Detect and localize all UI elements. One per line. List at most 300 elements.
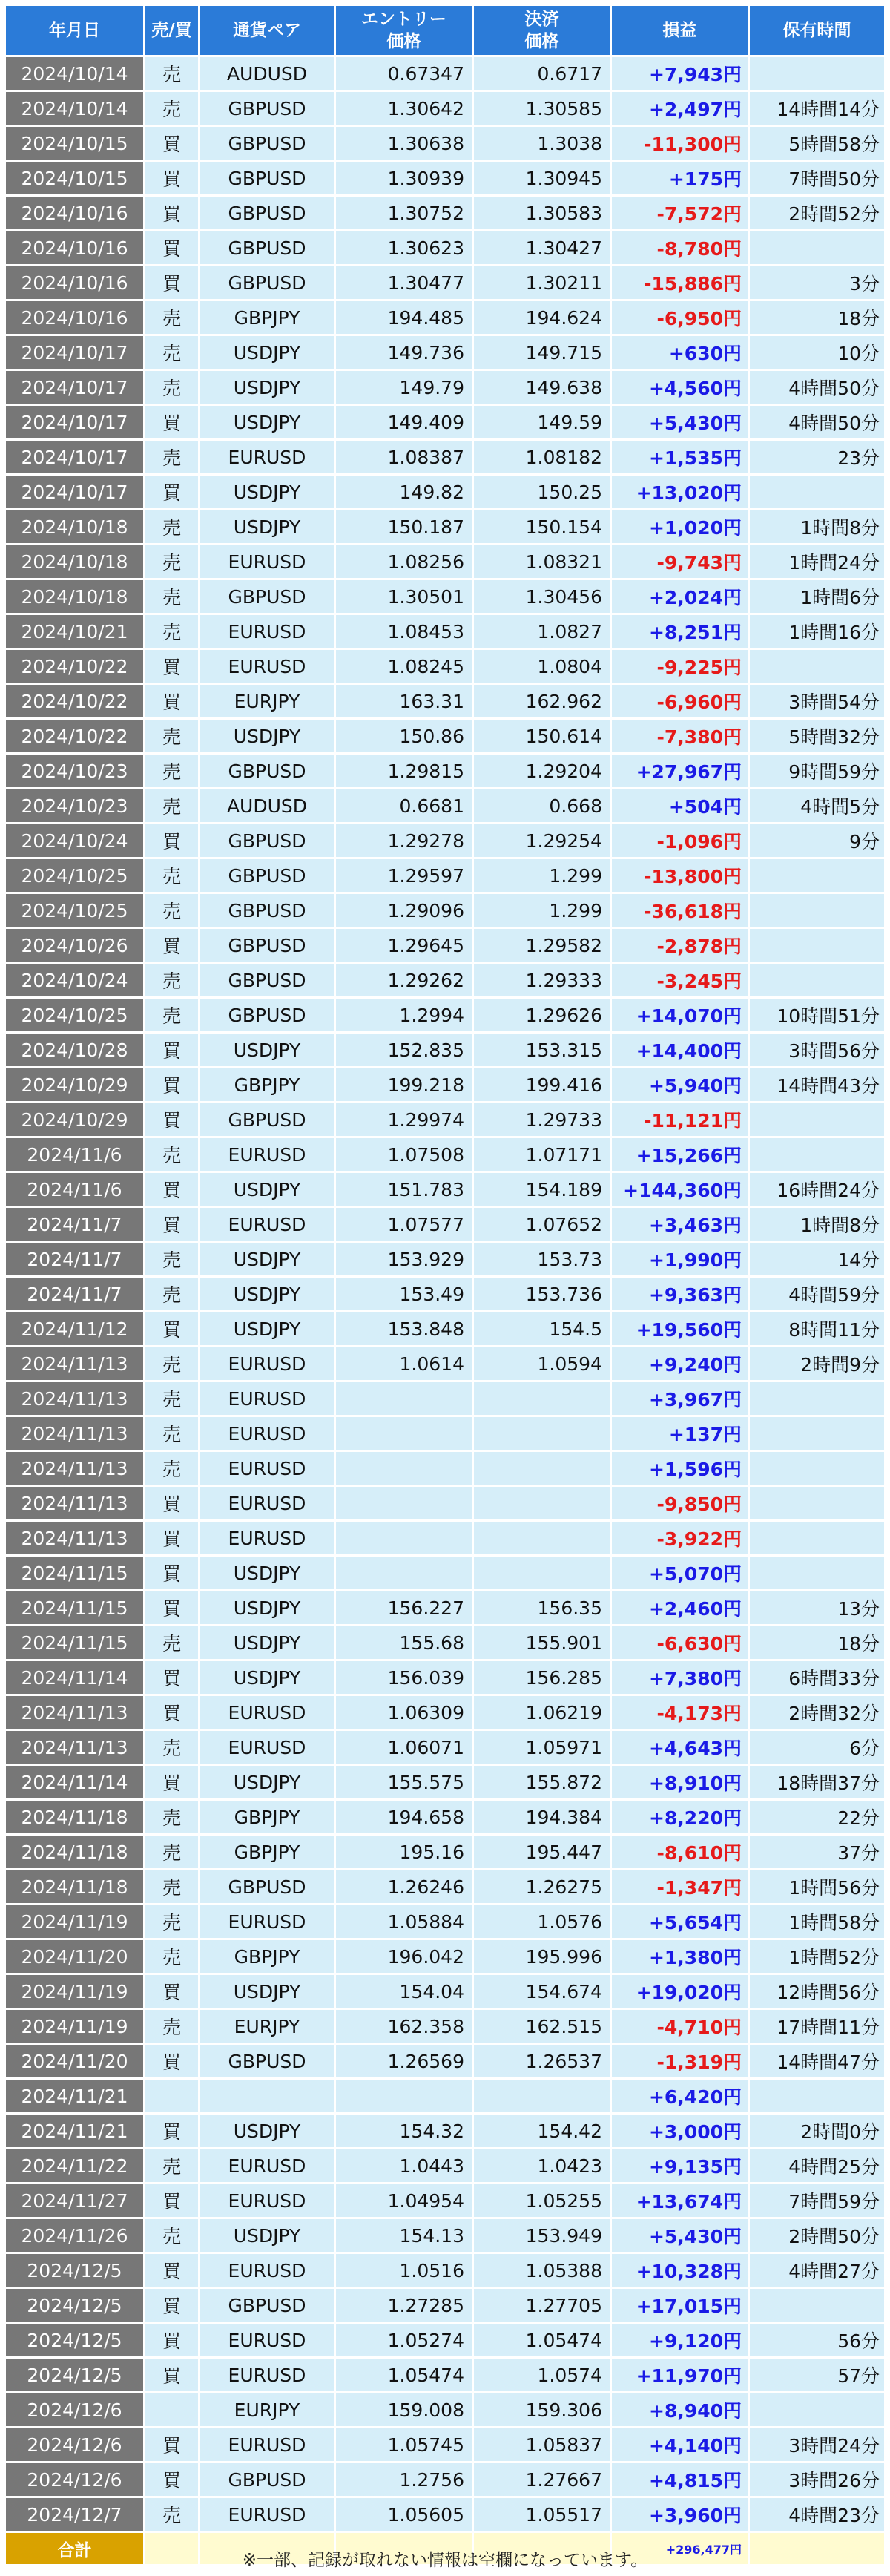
cell-hold-time: 12時間56分 xyxy=(750,1975,884,2008)
table-row xyxy=(6,1940,884,1973)
cell-exit-price: 149.59 xyxy=(474,406,610,438)
cell-side: 売 xyxy=(145,510,198,543)
table-row xyxy=(6,406,884,438)
cell-hold-time xyxy=(750,929,884,962)
cell-date: 2024/11/13 xyxy=(6,1487,143,1519)
cell-pnl: +2,497円 xyxy=(612,92,748,125)
cell-side xyxy=(145,2393,198,2426)
cell-pnl: -36,618円 xyxy=(612,894,748,927)
cell-side: 買 xyxy=(145,1034,198,1066)
cell-exit-price: 1.05255 xyxy=(474,2184,610,2217)
cell-hold-time: 14分 xyxy=(750,1243,884,1275)
cell-side: 買 xyxy=(145,266,198,299)
cell-exit-price: 153.736 xyxy=(474,1278,610,1310)
cell-pair: USDJPY xyxy=(200,1766,334,1798)
cell-pair: AUDUSD xyxy=(200,57,334,90)
cell-exit-price: 1.08321 xyxy=(474,545,610,578)
cell-pair: USDJPY xyxy=(200,336,334,369)
cell-pair: EURUSD xyxy=(200,1208,334,1241)
cell-hold-time xyxy=(750,1417,884,1450)
table-row xyxy=(6,127,884,160)
cell-hold-time xyxy=(750,2080,884,2112)
table-row xyxy=(6,476,884,508)
cell-pnl: +4,643円 xyxy=(612,1731,748,1764)
cell-pair: EURUSD xyxy=(200,1487,334,1519)
cell-exit-price: 195.996 xyxy=(474,1940,610,1973)
table-row xyxy=(6,231,884,264)
cell-entry-price: 1.30939 xyxy=(336,162,472,194)
cell-date: 2024/10/17 xyxy=(6,441,143,473)
cell-exit-price: 1.0804 xyxy=(474,650,610,683)
cell-date: 2024/10/17 xyxy=(6,336,143,369)
cell-pnl: +15,266円 xyxy=(612,1138,748,1171)
cell-side: 買 xyxy=(145,1068,198,1101)
cell-date: 2024/12/5 xyxy=(6,2289,143,2322)
cell-side: 売 xyxy=(145,580,198,613)
cell-pnl: +9,240円 xyxy=(612,1347,748,1380)
table-row xyxy=(6,859,884,892)
cell-pair: GBPUSD xyxy=(200,2463,334,2496)
cell-side: 売 xyxy=(145,789,198,822)
cell-pnl: +2,460円 xyxy=(612,1591,748,1624)
table-row xyxy=(6,1557,884,1589)
table-row xyxy=(6,929,884,962)
cell-hold-time: 10分 xyxy=(750,336,884,369)
cell-hold-time xyxy=(750,476,884,508)
cell-pnl: +14,070円 xyxy=(612,999,748,1031)
cell-entry-price: 1.30752 xyxy=(336,197,472,229)
cell-entry-price: 1.04954 xyxy=(336,2184,472,2217)
cell-pnl: -2,878円 xyxy=(612,929,748,962)
cell-date: 2024/10/23 xyxy=(6,789,143,822)
cell-exit-price: 159.306 xyxy=(474,2393,610,2426)
cell-hold-time: 4時間25分 xyxy=(750,2149,884,2182)
cell-hold-time: 37分 xyxy=(750,1836,884,1868)
cell-pnl: +4,140円 xyxy=(612,2428,748,2461)
cell-pnl: +19,020円 xyxy=(612,1975,748,2008)
cell-entry-price: 154.32 xyxy=(336,2115,472,2147)
cell-pnl: +9,135円 xyxy=(612,2149,748,2182)
cell-date: 2024/11/15 xyxy=(6,1557,143,1589)
cell-pnl: +1,380円 xyxy=(612,1940,748,1973)
cell-entry-price: 1.08387 xyxy=(336,441,472,473)
cell-entry-price xyxy=(336,2080,472,2112)
cell-pair: EURUSD xyxy=(200,1382,334,1415)
table-row xyxy=(6,1034,884,1066)
cell-hold-time: 6時間33分 xyxy=(750,1661,884,1694)
cell-pair: EURJPY xyxy=(200,2393,334,2426)
cell-pnl: +4,815円 xyxy=(612,2463,748,2496)
cell-hold-time: 3分 xyxy=(750,266,884,299)
cell-side: 買 xyxy=(145,231,198,264)
cell-hold-time xyxy=(750,231,884,264)
cell-pnl: -4,173円 xyxy=(612,1696,748,1729)
cell-entry-price: 199.218 xyxy=(336,1068,472,1101)
cell-side: 売 xyxy=(145,1836,198,1868)
cell-hold-time: 2時間50分 xyxy=(750,2219,884,2252)
cell-side: 売 xyxy=(145,2498,198,2531)
table-row xyxy=(6,2289,884,2322)
cell-pnl: -11,121円 xyxy=(612,1103,748,1136)
cell-exit-price: 1.07171 xyxy=(474,1138,610,1171)
cell-exit-price: 1.07652 xyxy=(474,1208,610,1241)
table-row xyxy=(6,2428,884,2461)
cell-date: 2024/10/26 xyxy=(6,929,143,962)
cell-hold-time xyxy=(750,57,884,90)
cell-entry-price: 155.575 xyxy=(336,1766,472,1798)
table-row xyxy=(6,650,884,683)
table-row xyxy=(6,1870,884,1903)
cell-side: 売 xyxy=(145,1382,198,1415)
cell-exit-price: 155.901 xyxy=(474,1626,610,1659)
cell-entry-price: 1.26246 xyxy=(336,1870,472,1903)
cell-date: 2024/12/5 xyxy=(6,2359,143,2391)
cell-side: 売 xyxy=(145,1801,198,1833)
cell-side: 売 xyxy=(145,57,198,90)
cell-side: 売 xyxy=(145,964,198,996)
cell-hold-time: 1時間24分 xyxy=(750,545,884,578)
cell-date: 2024/10/25 xyxy=(6,894,143,927)
cell-side: 売 xyxy=(145,371,198,404)
cell-side: 買 xyxy=(145,2463,198,2496)
cell-entry-price xyxy=(336,1382,472,1415)
cell-side: 売 xyxy=(145,1138,198,1171)
cell-pair: GBPUSD xyxy=(200,1103,334,1136)
cell-pair: USDJPY xyxy=(200,1034,334,1066)
cell-entry-price: 1.29645 xyxy=(336,929,472,962)
cell-date: 2024/11/15 xyxy=(6,1626,143,1659)
cell-exit-price: 194.624 xyxy=(474,301,610,334)
cell-entry-price: 1.30477 xyxy=(336,266,472,299)
cell-side: 売 xyxy=(145,441,198,473)
cell-exit-price: 154.5 xyxy=(474,1312,610,1345)
cell-exit-price xyxy=(474,1557,610,1589)
cell-pair: GBPUSD xyxy=(200,162,334,194)
cell-side: 売 xyxy=(145,2010,198,2043)
cell-pnl: +8,910円 xyxy=(612,1766,748,1798)
cell-pnl: +13,020円 xyxy=(612,476,748,508)
cell-exit-price: 1.30211 xyxy=(474,266,610,299)
cell-pnl: -1,319円 xyxy=(612,2045,748,2077)
cell-hold-time xyxy=(750,1138,884,1171)
cell-entry-price: 194.658 xyxy=(336,1801,472,1833)
cell-hold-time xyxy=(750,1452,884,1485)
cell-side: 売 xyxy=(145,999,198,1031)
cell-pnl: -11,300円 xyxy=(612,127,748,160)
table-row xyxy=(6,1836,884,1868)
cell-date: 2024/10/18 xyxy=(6,580,143,613)
cell-exit-price: 1.0423 xyxy=(474,2149,610,2182)
cell-pair: GBPJPY xyxy=(200,1836,334,1868)
cell-exit-price: 150.25 xyxy=(474,476,610,508)
cell-date: 2024/10/14 xyxy=(6,92,143,125)
cell-pair: USDJPY xyxy=(200,1591,334,1624)
cell-pnl: +5,070円 xyxy=(612,1557,748,1589)
cell-date: 2024/10/16 xyxy=(6,197,143,229)
cell-pnl: +10,328円 xyxy=(612,2254,748,2287)
cell-hold-time: 7時間59分 xyxy=(750,2184,884,2217)
cell-pair: GBPUSD xyxy=(200,859,334,892)
table-row xyxy=(6,1975,884,2008)
cell-pnl: -6,630円 xyxy=(612,1626,748,1659)
cell-pair: GBPUSD xyxy=(200,929,334,962)
cell-pair: EURUSD xyxy=(200,1347,334,1380)
cell-date: 2024/11/13 xyxy=(6,1731,143,1764)
cell-date: 2024/11/13 xyxy=(6,1347,143,1380)
cell-pair: EURUSD xyxy=(200,1452,334,1485)
table-row xyxy=(6,1766,884,1798)
cell-entry-price: 1.2756 xyxy=(336,2463,472,2496)
cell-side: 買 xyxy=(145,650,198,683)
cell-pair: GBPUSD xyxy=(200,1870,334,1903)
cell-exit-price: 1.27667 xyxy=(474,2463,610,2496)
cell-date: 2024/10/25 xyxy=(6,999,143,1031)
cell-pnl: +19,560円 xyxy=(612,1312,748,1345)
cell-exit-price: 1.29733 xyxy=(474,1103,610,1136)
cell-pair: USDJPY xyxy=(200,1173,334,1206)
table-row xyxy=(6,266,884,299)
cell-hold-time: 18時間37分 xyxy=(750,1766,884,1798)
total-label: 合計 xyxy=(6,2533,143,2564)
cell-side: 売 xyxy=(145,1243,198,1275)
cell-pair: AUDUSD xyxy=(200,789,334,822)
cell-entry-price: 163.31 xyxy=(336,685,472,717)
cell-entry-price: 154.04 xyxy=(336,1975,472,2008)
cell-date: 2024/12/7 xyxy=(6,2498,143,2531)
cell-exit-price: 154.674 xyxy=(474,1975,610,2008)
cell-side: 買 xyxy=(145,2045,198,2077)
cell-pair: EURUSD xyxy=(200,441,334,473)
cell-pnl: +5,940円 xyxy=(612,1068,748,1101)
cell-entry-price: 154.13 xyxy=(336,2219,472,2252)
cell-hold-time xyxy=(750,1487,884,1519)
cell-date: 2024/10/18 xyxy=(6,545,143,578)
cell-pair: GBPJPY xyxy=(200,1068,334,1101)
cell-exit-price: 1.05474 xyxy=(474,2324,610,2356)
cell-exit-price: 199.416 xyxy=(474,1068,610,1101)
cell-date: 2024/10/16 xyxy=(6,231,143,264)
cell-side: 買 xyxy=(145,929,198,962)
cell-side: 買 xyxy=(145,1661,198,1694)
cell-side: 買 xyxy=(145,1696,198,1729)
cell-exit-price: 1.299 xyxy=(474,859,610,892)
cell-entry-price: 195.16 xyxy=(336,1836,472,1868)
cell-hold-time xyxy=(750,1557,884,1589)
cell-date: 2024/11/12 xyxy=(6,1312,143,1345)
cell-entry-price: 1.30638 xyxy=(336,127,472,160)
cell-exit-price: 194.384 xyxy=(474,1801,610,1833)
cell-side: 買 xyxy=(145,1591,198,1624)
cell-side: 売 xyxy=(145,1626,198,1659)
cell-date: 2024/11/22 xyxy=(6,2149,143,2182)
cell-date: 2024/12/6 xyxy=(6,2463,143,2496)
table-row xyxy=(6,1731,884,1764)
cell-entry-price xyxy=(336,1417,472,1450)
cell-side: 売 xyxy=(145,720,198,752)
cell-entry-price: 1.29597 xyxy=(336,859,472,892)
cell-side: 買 xyxy=(145,1103,198,1136)
cell-pair: GBPUSD xyxy=(200,964,334,996)
table-row xyxy=(6,789,884,822)
cell-hold-time: 2時間52分 xyxy=(750,197,884,229)
table-row xyxy=(6,1801,884,1833)
cell-side: 買 xyxy=(145,1173,198,1206)
cell-hold-time: 5時間58分 xyxy=(750,127,884,160)
header-hold-time: 保有時間 xyxy=(750,6,884,55)
cell-hold-time: 4時間27分 xyxy=(750,2254,884,2287)
cell-date: 2024/10/21 xyxy=(6,615,143,648)
cell-hold-time: 18分 xyxy=(750,1626,884,1659)
cell-exit-price: 1.30427 xyxy=(474,231,610,264)
cell-side: 買 xyxy=(145,2254,198,2287)
cell-pnl: +1,596円 xyxy=(612,1452,748,1485)
cell-date: 2024/11/13 xyxy=(6,1522,143,1554)
table-row xyxy=(6,2184,884,2217)
cell-hold-time: 9分 xyxy=(750,824,884,857)
cell-date: 2024/10/15 xyxy=(6,127,143,160)
table-row xyxy=(6,1208,884,1241)
cell-pnl: +630円 xyxy=(612,336,748,369)
table-row xyxy=(6,1278,884,1310)
cell-entry-price: 1.0516 xyxy=(336,2254,472,2287)
cell-pnl: -3,922円 xyxy=(612,1522,748,1554)
cell-entry-price: 1.07577 xyxy=(336,1208,472,1241)
cell-pair: GBPUSD xyxy=(200,999,334,1031)
cell-side: 買 xyxy=(145,685,198,717)
cell-entry-price: 149.409 xyxy=(336,406,472,438)
cell-exit-price: 1.0576 xyxy=(474,1905,610,1938)
cell-date: 2024/10/16 xyxy=(6,301,143,334)
cell-entry-price: 1.05274 xyxy=(336,2324,472,2356)
table-row xyxy=(6,441,884,473)
cell-entry-price: 1.05474 xyxy=(336,2359,472,2391)
cell-hold-time: 1時間8分 xyxy=(750,510,884,543)
cell-hold-time: 22分 xyxy=(750,1801,884,1833)
table-row xyxy=(6,1591,884,1624)
cell-entry-price: 1.26569 xyxy=(336,2045,472,2077)
cell-date: 2024/11/7 xyxy=(6,1243,143,1275)
cell-date: 2024/11/19 xyxy=(6,2010,143,2043)
table-row xyxy=(6,755,884,787)
table-row xyxy=(6,2254,884,2287)
cell-hold-time: 7時間50分 xyxy=(750,162,884,194)
cell-entry-price: 159.008 xyxy=(336,2393,472,2426)
cell-exit-price: 1.29204 xyxy=(474,755,610,787)
cell-date: 2024/10/22 xyxy=(6,650,143,683)
cell-exit-price: 195.447 xyxy=(474,1836,610,1868)
header-exit-line1: 決済 xyxy=(524,10,559,29)
cell-hold-time: 1時間16分 xyxy=(750,615,884,648)
cell-entry-price: 194.485 xyxy=(336,301,472,334)
cell-side: 買 xyxy=(145,2184,198,2217)
cell-hold-time: 1時間58分 xyxy=(750,1905,884,1938)
cell-entry-price: 156.227 xyxy=(336,1591,472,1624)
cell-exit-price: 150.614 xyxy=(474,720,610,752)
table-row xyxy=(6,1382,884,1415)
table-row xyxy=(6,1138,884,1171)
cell-pair: EURUSD xyxy=(200,1522,334,1554)
cell-pnl: -8,610円 xyxy=(612,1836,748,1868)
cell-pair: EURUSD xyxy=(200,2149,334,2182)
cell-date: 2024/10/29 xyxy=(6,1068,143,1101)
cell-date: 2024/10/23 xyxy=(6,755,143,787)
cell-pair: USDJPY xyxy=(200,476,334,508)
header-exit-line2: 価格 xyxy=(524,32,559,51)
table-row xyxy=(6,2324,884,2356)
cell-hold-time: 2時間32分 xyxy=(750,1696,884,1729)
cell-date: 2024/11/7 xyxy=(6,1278,143,1310)
cell-pair: GBPJPY xyxy=(200,301,334,334)
cell-date: 2024/12/6 xyxy=(6,2428,143,2461)
cell-pair: EURUSD xyxy=(200,1138,334,1171)
cell-hold-time: 10時間51分 xyxy=(750,999,884,1031)
cell-date: 2024/12/5 xyxy=(6,2324,143,2356)
cell-entry-price: 155.68 xyxy=(336,1626,472,1659)
cell-side: 買 xyxy=(145,2324,198,2356)
cell-entry-price: 153.929 xyxy=(336,1243,472,1275)
cell-entry-price: 1.29262 xyxy=(336,964,472,996)
table-row xyxy=(6,580,884,613)
cell-pnl: -3,245円 xyxy=(612,964,748,996)
cell-entry-price: 1.0443 xyxy=(336,2149,472,2182)
cell-exit-price: 1.08182 xyxy=(474,441,610,473)
cell-entry-price: 1.30501 xyxy=(336,580,472,613)
cell-date: 2024/10/25 xyxy=(6,859,143,892)
table-row xyxy=(6,2463,884,2496)
cell-hold-time: 17時間11分 xyxy=(750,2010,884,2043)
cell-entry-price: 1.0614 xyxy=(336,1347,472,1380)
table-row xyxy=(6,2115,884,2147)
cell-pnl: -7,380円 xyxy=(612,720,748,752)
cell-pair: GBPJPY xyxy=(200,1801,334,1833)
cell-pair: GBPJPY xyxy=(200,1940,334,1973)
cell-hold-time xyxy=(750,1522,884,1554)
cell-hold-time: 3時間24分 xyxy=(750,2428,884,2461)
cell-side: 買 xyxy=(145,1312,198,1345)
cell-entry-price: 149.736 xyxy=(336,336,472,369)
cell-exit-price: 1.29333 xyxy=(474,964,610,996)
cell-exit-price xyxy=(474,1417,610,1450)
cell-exit-price xyxy=(474,1452,610,1485)
cell-entry-price: 1.08245 xyxy=(336,650,472,683)
table-row xyxy=(6,1452,884,1485)
cell-date: 2024/10/24 xyxy=(6,964,143,996)
cell-hold-time: 56分 xyxy=(750,2324,884,2356)
cell-exit-price: 1.29254 xyxy=(474,824,610,857)
cell-side: 売 xyxy=(145,1905,198,1938)
table-row xyxy=(6,301,884,334)
cell-date: 2024/11/18 xyxy=(6,1870,143,1903)
cell-side: 買 xyxy=(145,824,198,857)
header-date: 年月日 xyxy=(6,6,143,55)
cell-pair: EURUSD xyxy=(200,545,334,578)
cell-pnl: +5,430円 xyxy=(612,406,748,438)
cell-entry-price: 1.30642 xyxy=(336,92,472,125)
cell-entry-price: 0.67347 xyxy=(336,57,472,90)
cell-pair: GBPUSD xyxy=(200,197,334,229)
cell-pnl: +13,674円 xyxy=(612,2184,748,2217)
cell-exit-price: 156.35 xyxy=(474,1591,610,1624)
cell-entry-price: 1.29815 xyxy=(336,755,472,787)
cell-pnl: -1,347円 xyxy=(612,1870,748,1903)
cell-entry-price: 1.30623 xyxy=(336,231,472,264)
cell-pair: USDJPY xyxy=(200,720,334,752)
cell-exit-price: 1.05388 xyxy=(474,2254,610,2287)
table-row xyxy=(6,2219,884,2252)
cell-entry-price: 1.05745 xyxy=(336,2428,472,2461)
table-row xyxy=(6,1347,884,1380)
cell-date: 2024/10/22 xyxy=(6,685,143,717)
